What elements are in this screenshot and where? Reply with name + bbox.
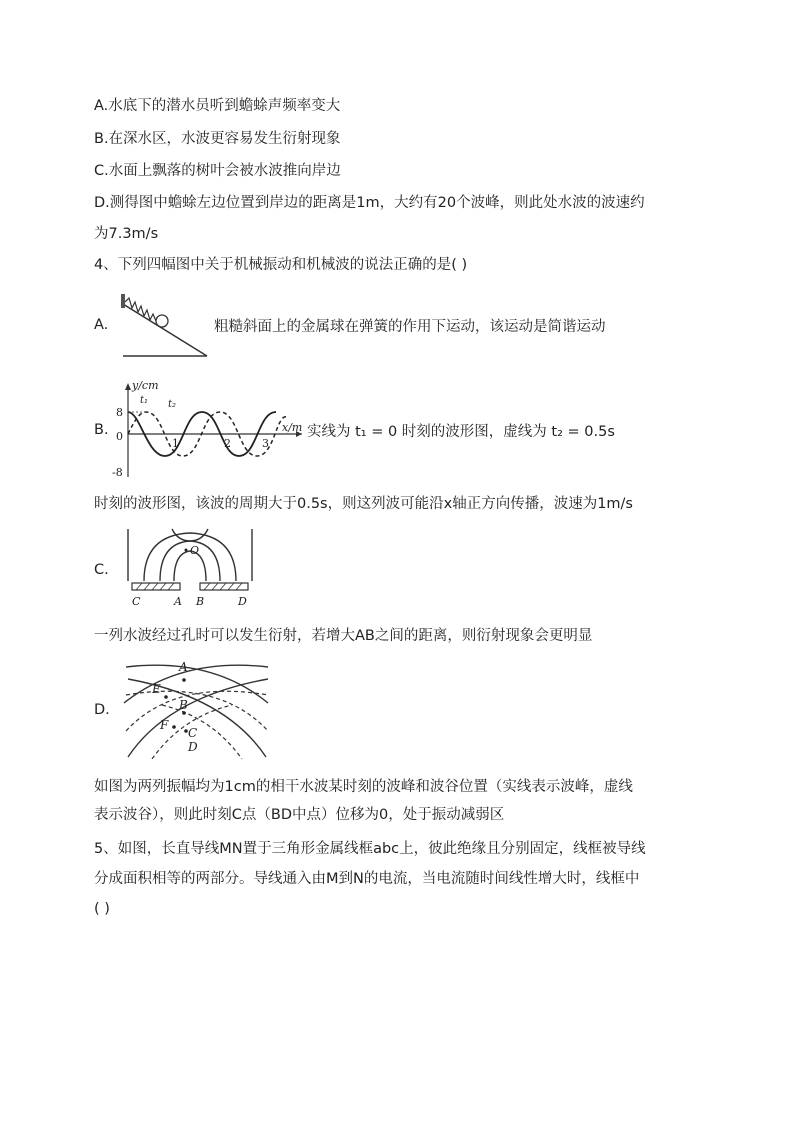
q4-option-a-label: A. bbox=[94, 317, 109, 333]
x-tick-3: 3 bbox=[262, 437, 269, 450]
q5-stem-3: ( ) bbox=[94, 901, 110, 917]
x-tick-1: 1 bbox=[172, 437, 179, 450]
incline-spring-figure bbox=[115, 288, 215, 362]
point-a-label: A bbox=[174, 595, 182, 608]
point-d-label: D bbox=[238, 595, 247, 608]
x-tick-2: 2 bbox=[224, 437, 231, 450]
q5-stem-2: 分成面积相等的两部分。导线通入由M到N的电流，当电流随时间线性增大时，线框中 bbox=[94, 871, 640, 887]
q4-option-c-cont: 一列水波经过孔时可以发生衍射，若增大AB之间的距离，则衍射现象会更明显 bbox=[94, 628, 593, 644]
q4-option-b-cont: 时刻的波形图，该波的周期大于0.5s，则这列波可能沿x轴正方向传播，波速为1m/s bbox=[94, 496, 633, 512]
q4-option-d-cont1: 如图为两列振幅均为1cm的相干水波某时刻的波峰和波谷位置（实线表示波峰，虚线 bbox=[94, 779, 633, 795]
curve-label-t1: t₁ bbox=[140, 395, 149, 406]
q4-option-b-label: B. bbox=[94, 422, 109, 438]
point-e-label: E bbox=[152, 682, 161, 696]
q3-option-a: A.水底下的潜水员听到蟾蜍声频率变大 bbox=[94, 98, 341, 114]
wave-graph-figure bbox=[112, 377, 308, 481]
point-c-label: C bbox=[188, 726, 198, 740]
point-b-label: B bbox=[196, 595, 205, 608]
q4-option-a-text: 粗糙斜面上的金属球在弹簧的作用下运动，该运动是简谐运动 bbox=[214, 319, 606, 335]
q3-option-c: C.水面上飘落的树叶会被水波推向岸边 bbox=[94, 163, 341, 179]
q4-stem: 4、下列四幅图中关于机械振动和机械波的说法正确的是( ) bbox=[94, 257, 468, 273]
point-d-label: D bbox=[188, 740, 198, 754]
point-f-label: F bbox=[160, 718, 169, 732]
interference-figure bbox=[122, 657, 272, 759]
y-axis-label: y/cm bbox=[132, 379, 159, 392]
diffraction-figure bbox=[120, 527, 260, 609]
curve-label-t2: t₂ bbox=[168, 399, 177, 410]
q4-option-c-label: C. bbox=[94, 562, 109, 578]
y-tick-8: 8 bbox=[116, 406, 123, 419]
point-o-label: O bbox=[190, 544, 200, 557]
x-axis-label: x/m bbox=[282, 421, 303, 434]
point-b-label: B bbox=[179, 698, 188, 712]
q4-option-d-cont2: 表示波谷），则此时刻C点（BD中点）位移为0，处于振动减弱区 bbox=[94, 807, 505, 823]
q4-option-d-label: D. bbox=[94, 702, 110, 718]
q4-option-b-text: 实线为 t₁ = 0 时刻的波形图，虚线为 t₂ = 0.5s bbox=[307, 424, 615, 440]
point-a-label: A bbox=[179, 660, 188, 674]
y-tick-0: 0 bbox=[116, 430, 123, 443]
point-c-label: C bbox=[132, 595, 141, 608]
q3-option-d-cont: 为7.3m/s bbox=[94, 226, 159, 242]
q3-option-d: D.测得图中蟾蜍左边位置到岸边的距离是1m，大约有20个波峰，则此处水波的波速约 bbox=[94, 195, 645, 211]
q5-stem-1: 5、如图，长直导线MN置于三角形金属线框abc上，彼此绝缘且分别固定，线框被导线 bbox=[94, 841, 646, 857]
y-tick-minus-8: -8 bbox=[112, 466, 123, 479]
q3-option-b: B.在深水区，水波更容易发生衍射现象 bbox=[94, 131, 341, 147]
